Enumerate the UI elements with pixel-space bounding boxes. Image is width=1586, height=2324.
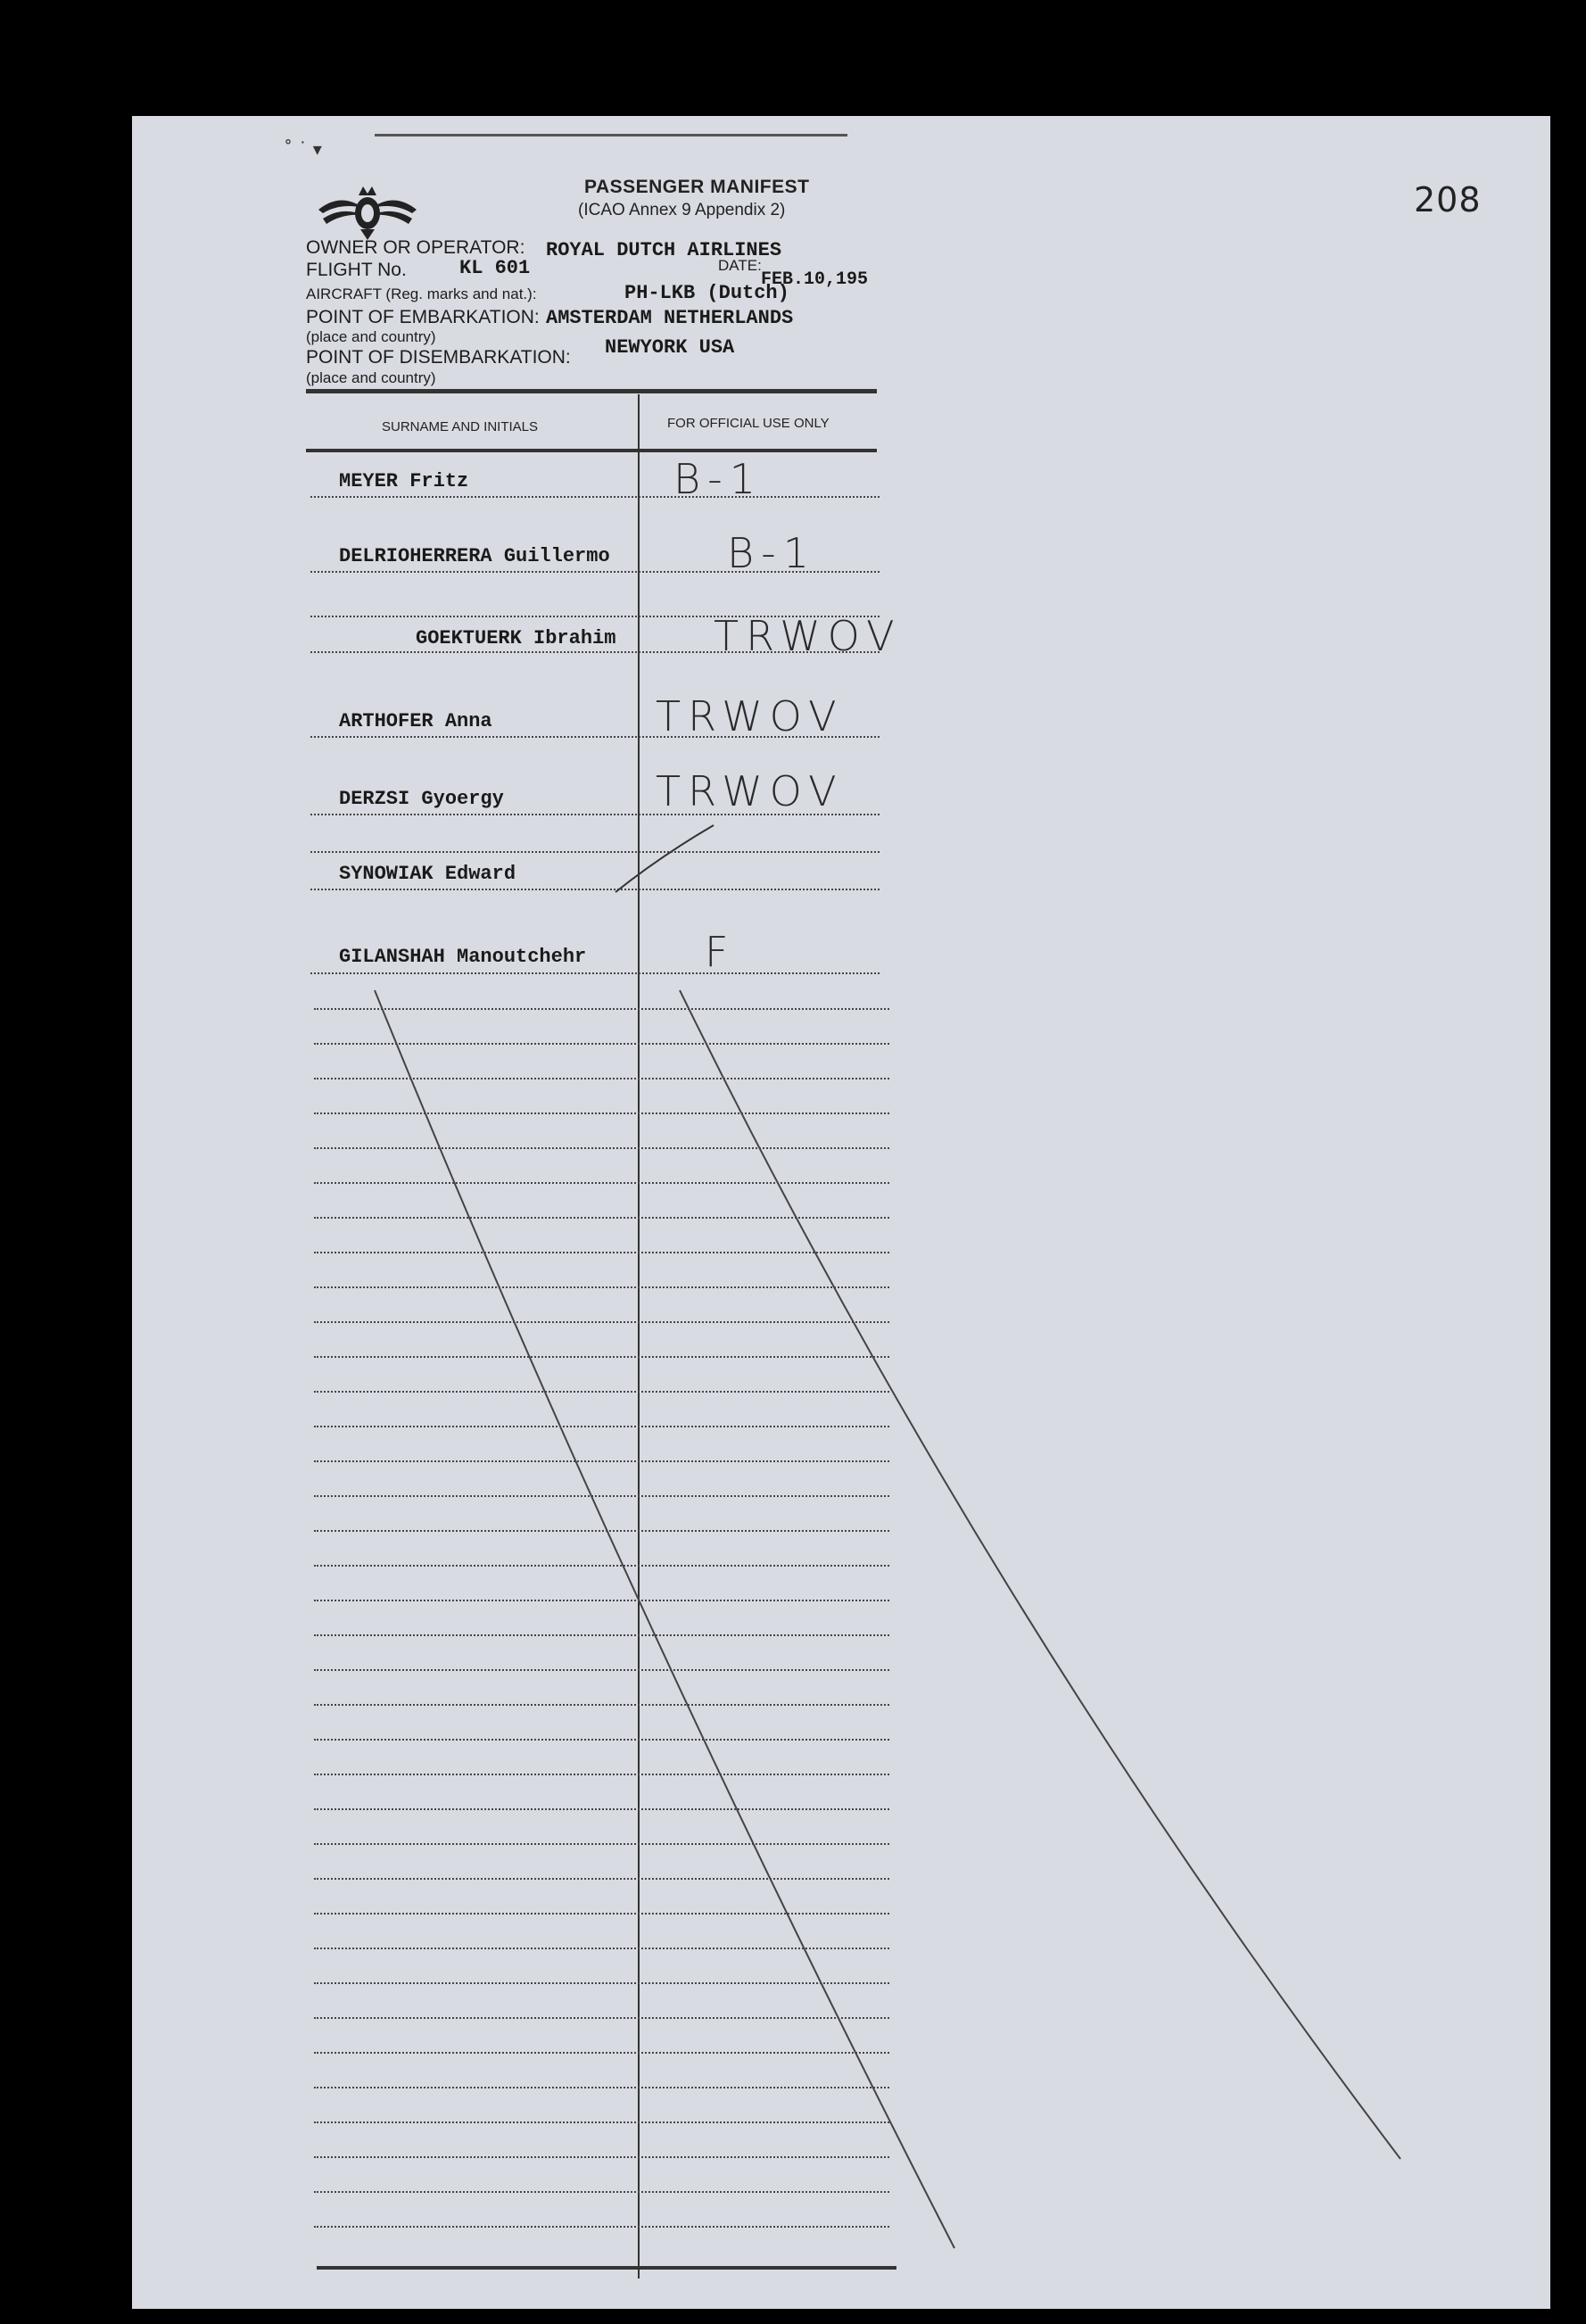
- passenger-name: GOEKTUERK Ibrahim: [416, 627, 616, 649]
- disembarkation-sub: (place and country): [306, 369, 436, 386]
- official-mark: TRWOV: [656, 767, 844, 815]
- disembarkation-label: POINT OF DISEMBARKATION:: [306, 347, 571, 368]
- flight-value: KL 601: [459, 257, 531, 279]
- passenger-name: DELRIOHERRERA Guillermo: [339, 545, 610, 567]
- passenger-name: DERZSI Gyoergy: [339, 788, 504, 810]
- owner-value: ROYAL DUTCH AIRLINES: [546, 239, 782, 261]
- flight-label: FLIGHT No.: [306, 260, 407, 280]
- official-mark: F: [705, 928, 736, 976]
- official-mark: B-1: [673, 455, 763, 503]
- official-mark: TRWOV: [656, 692, 844, 740]
- col-header-official: FOR OFFICIAL USE ONLY: [667, 416, 830, 431]
- embarkation-label: POINT OF EMBARKATION:: [306, 307, 540, 327]
- passenger-name: GILANSHAH Manoutchehr: [339, 946, 587, 968]
- date-value: FEB.10,195: [761, 269, 869, 290]
- void-stroke-left: [375, 990, 954, 2248]
- official-mark: TRWOV: [714, 612, 902, 660]
- col-header-surname: SURNAME AND INITIALS: [382, 419, 539, 434]
- embarkation-sub: (place and country): [306, 328, 436, 345]
- embarkation-value: AMSTERDAM NETHERLANDS: [546, 307, 794, 329]
- void-stroke-right: [680, 990, 1400, 2159]
- disembarkation-value: NEWYORK USA: [605, 336, 735, 359]
- passenger-name: SYNOWIAK Edward: [339, 863, 516, 885]
- manifest-subtitle: (ICAO Annex 9 Appendix 2): [578, 201, 786, 219]
- date-label: DATE:: [718, 257, 762, 274]
- top-marks: ˚ ˙ ▾: [284, 138, 322, 160]
- aircraft-value: PH-LKB (Dutch): [624, 282, 789, 304]
- passenger-name: ARTHOFER Anna: [339, 710, 492, 732]
- passenger-name: MEYER Fritz: [339, 470, 469, 492]
- aircraft-label: AIRCRAFT (Reg. marks and nat.):: [306, 285, 537, 302]
- official-mark: B-1: [727, 529, 816, 577]
- owner-label: OWNER OR OPERATOR:: [306, 237, 525, 258]
- slash-stroke: [615, 825, 714, 892]
- page-number: 208: [1414, 180, 1482, 219]
- manifest-title: PASSENGER MANIFEST: [584, 177, 810, 197]
